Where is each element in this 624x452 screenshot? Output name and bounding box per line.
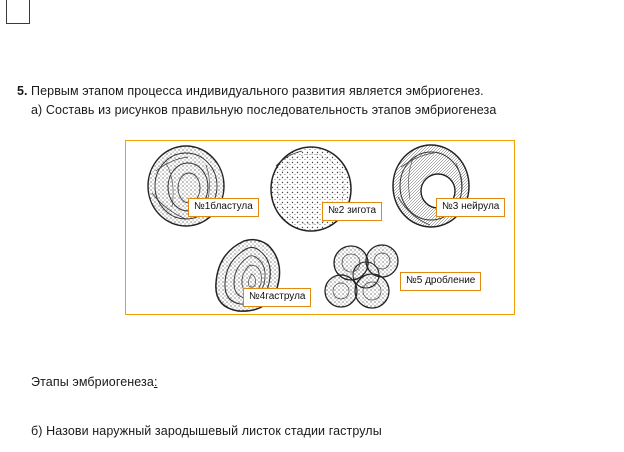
label-blastula[interactable]: №1бластула: [188, 198, 259, 217]
stages-answer-line: [31, 375, 158, 389]
stages-label: Этапы эмбриогенеза: [31, 375, 154, 389]
question-part-b: б) Назови наружный зародышевый листок стадии гаструлы: [31, 424, 382, 438]
stages-colon: :: [153, 375, 158, 389]
label-gastrula[interactable]: №4гаструла: [243, 288, 311, 307]
page-corner-artifact: [6, 0, 30, 24]
label-cleavage[interactable]: №5 дробление: [400, 272, 481, 291]
question-text: Первым этапом процесса индивидуального развития является эмбриогенез.: [31, 84, 484, 98]
question-part-a: а) Составь из рисунков правильную последовательность этапов эмбриогенеза: [31, 103, 497, 117]
label-neurula[interactable]: №3 нейрула: [436, 198, 505, 217]
label-zygote[interactable]: №2 зигота: [322, 202, 382, 221]
drawing-cleavage: [325, 245, 398, 308]
question-number: 5.: [17, 84, 28, 98]
